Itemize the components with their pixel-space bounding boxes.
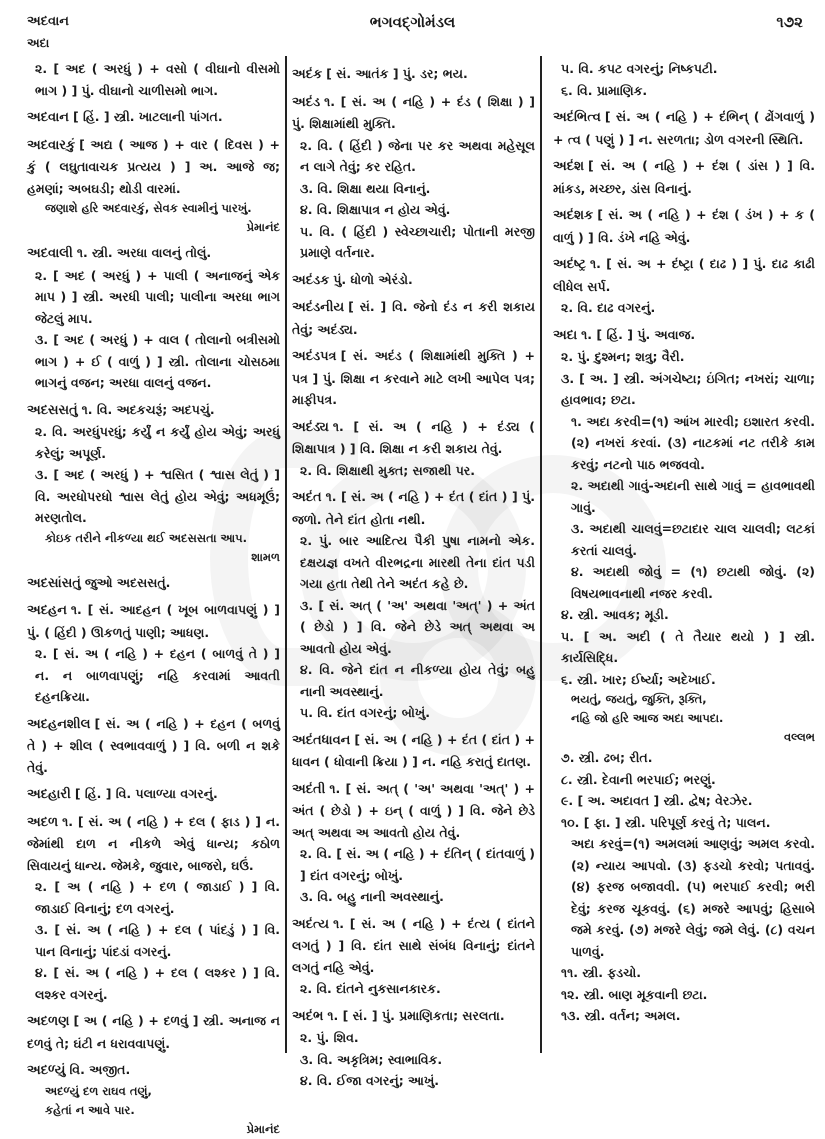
headword: અદહારી bbox=[27, 787, 71, 802]
dictionary-entry bbox=[292, 486, 535, 530]
sense-item: ૩. વિ. શિક્ષા થયા વિનાનું. bbox=[300, 180, 431, 196]
headword: અદંભ bbox=[292, 1008, 324, 1024]
dictionary-entry bbox=[27, 242, 280, 265]
sense-item: ૯. [ અ. અદાવત ] સ્ત્રી. દ્વેષ; વેરઝેર. bbox=[561, 793, 753, 808]
quote-line: કોઇક તરીને નીકળ્યા થઈ અદસસતા આપ. bbox=[45, 530, 247, 545]
definition-text: [ અ ( નહિ ) + દળવું ] સ્ત્રી. અનાજ ન દળવું તે; ઘંટી ન ધરાવવાપણું. bbox=[27, 1013, 280, 1051]
definition-text: [ સં. અ ( નહિ ) + દંશ ( ડાંસ ) ] વિ. માંકડ, મચ્છર, ડાંસ વિનાનું. bbox=[553, 158, 815, 196]
sense-item: ૫. વિ. કપટ વગરનું; નિષ્કપટી. bbox=[561, 61, 718, 76]
quotation bbox=[27, 529, 280, 567]
sense-item: ૨. વિ. દાઢ વગરનું. bbox=[561, 300, 656, 315]
headword: અદંશ bbox=[553, 159, 585, 174]
sense-item: ૨. વિ. [ સં. અ ( નહિ ) + દંતિન્ ( દાંતવાળું ) ] દાંત વગરનું; બોખું. bbox=[300, 846, 535, 883]
sense-item: ૧૩. સ્ત્રી. વર્તન; અમલ. bbox=[561, 1008, 681, 1023]
sense-item: ૨. [ અદ ( અરધું ) + પાલી ( અનાજનું એક માપ ) ] સ્ત્રી. અરધી પાલી; પાલીના અરધા ભાગ જેટલું માપ. bbox=[35, 267, 280, 326]
idiom-item: ૪. અદાથી જોવું = (૧) છટાથી જોવું. (૨) વિષયભાવનાથી નજર કરવી. bbox=[571, 564, 815, 601]
sense-item: ૩. વિ. બહુ નાની અવસ્થાનું. bbox=[300, 889, 444, 904]
definition-text: ૧. વિ. અદકચરૂં; અદપચું. bbox=[81, 401, 215, 417]
dictionary-entry bbox=[292, 729, 535, 773]
headword: અદળણ bbox=[27, 1014, 70, 1029]
definition-text: ૧. [ સં. અ + દંષ્ટ્રા ( દાઢ ) ] પું. દાઢ કાઢી લીધેલ સર્પ. bbox=[553, 256, 815, 294]
sense-item: ૩. [ અદ ( અરધું ) + શ્વસિત ( શ્વાસ લેતું ) ] વિ. અરધોપરધો શ્વાસ લેતું હોય એવું; અધમૂઉં; મરણતોલ. bbox=[35, 467, 280, 525]
headword: અદંડક bbox=[292, 272, 330, 288]
dictionary-entry bbox=[27, 811, 280, 877]
sense-item: ૨. [ સં. અ ( નહિ ) + દહન ( બાળવું તે ) ] ન. ન બાળવાપણું; નહિ કરવામાં આવતી દહનક્રિયા. bbox=[35, 646, 280, 704]
quote-line: અદળ્યું દળ રાઘવ તણું, bbox=[45, 1083, 152, 1098]
column-divider bbox=[285, 56, 287, 1053]
sense-item: ૨. પું. દુશ્મન; શત્રુ; વૈરી. bbox=[561, 349, 685, 364]
headword: અદહન bbox=[27, 603, 67, 618]
sense-item: ૮. સ્ત્રી. દેવાની ભરપાઈ; ભરણું. bbox=[561, 771, 716, 787]
definition-text: ૧. [ સં. અ ( નહિ ) + દંડ્ય ( શિક્ષાપાત્ર ) ] વિ. શિક્ષા ન કરી શકાય તેવું. bbox=[292, 418, 535, 456]
definition-text: ૧. [ સં. અ ( નહિ ) + દંત્ય ( દાંતને લગતું ) ] વિ. દાંત સાથે સંબંધ વિનાનું; દાંતને લગતું નહિ એવું. bbox=[292, 915, 535, 975]
quote-attribution: પ્રેમાનંદ bbox=[246, 1121, 280, 1136]
sense-item: ૨. [ અ ( નહિ ) + દળ ( જાડાઈ ) ] વિ. જાડાઈ વિનાનું; દળ વગરનું. bbox=[35, 879, 280, 916]
sense-item: ૪. વિ. જેને દાંત ન નીકળ્યા હોય તેવું; બહુ નાની અવસ્થાનું. bbox=[300, 662, 535, 699]
definition-text: પું. ધોળો એરંડો. bbox=[333, 271, 413, 287]
column-left bbox=[27, 58, 280, 1136]
sense-item: ૪. વિ. ઈજા વગરનું; આખું. bbox=[300, 1073, 439, 1088]
guide-word-first: અદવાન bbox=[27, 14, 69, 29]
column-middle bbox=[292, 58, 535, 1088]
headword: અદા bbox=[553, 327, 578, 343]
headword: અદંડનીય bbox=[292, 300, 345, 315]
sense-item: ૭. સ્ત્રી. ઢબ; રીત. bbox=[561, 750, 653, 765]
dictionary-entry bbox=[292, 778, 535, 844]
definition-text: ૧. [ સં. અ ( નહિ ) + દંત ( દાંત ) ] પું. જળો. તેને દાંત હોતા નથી. bbox=[292, 489, 535, 527]
dictionary-entry bbox=[553, 155, 815, 199]
dictionary-entry bbox=[27, 399, 280, 422]
dictionary-columns bbox=[0, 58, 825, 1136]
dictionary-entry bbox=[292, 63, 535, 86]
headword: અદંત bbox=[292, 490, 322, 505]
sense-item: ૨. વિ. શિક્ષાથી મુક્ત; સજાથી પર. bbox=[300, 462, 476, 478]
definition-text: [ હિં. ] સ્ત્રી. ખાટલાની પાંગત. bbox=[72, 109, 223, 124]
sense-item: ૬. વિ. પ્રામાણિક. bbox=[561, 82, 648, 98]
headword: અદંડ્ય bbox=[292, 419, 329, 435]
quote-line: જણાશે હરિ અદવારકું, સેવક સ્વામીનું પારખું. bbox=[45, 201, 252, 215]
dictionary-entry bbox=[292, 913, 535, 979]
dictionary-entry bbox=[553, 253, 815, 297]
definition-text: [ સં. અ ( નહિ ) + દંશ ( ડંખ ) + ક ( વાળું ) ] વિ. ડંખે નહિ એવું. bbox=[553, 207, 815, 245]
dictionary-entry bbox=[27, 599, 280, 643]
column-divider bbox=[540, 56, 542, 1053]
sense-item: ૫. વિ. દાંત વગરનું; બોખું. bbox=[300, 705, 430, 720]
headword: અદંતી bbox=[292, 781, 326, 797]
guide-word-last: અદા bbox=[27, 36, 50, 50]
headword: અદવારકું bbox=[27, 137, 76, 153]
quotation bbox=[27, 199, 280, 237]
definition-text: જુઓ અદસસતું. bbox=[84, 574, 171, 590]
headword: અદવાન bbox=[27, 110, 69, 125]
definition-text: ૧. સ્ત્રી. અરધા વાલનું તોલું. bbox=[76, 245, 212, 260]
definition-text: ૧. [ સં. અત્ ( 'અ' અથવા 'અત્' ) + અંત ( છેડો ) + ઇન્ ( વાળું ) ] વિ. જેને છેડે અત્ અથવા અ આવતો હોય તેવું. bbox=[292, 780, 535, 840]
dictionary-entry bbox=[27, 134, 280, 200]
sense-item: ૧૧. સ્ત્રી. ફડચો. bbox=[561, 965, 641, 980]
dictionary-entry bbox=[27, 572, 280, 595]
definition-text: [ સં. અ ( નહિ ) + દહન ( બળવું તે ) + શીલ ( સ્વભાવવાળું ) ] વિ. બળી ન શકે તેવું. bbox=[27, 715, 280, 775]
quotation bbox=[553, 690, 815, 747]
quote-line: ભયતું, જયતું, જુક્તિ, રૂક્તિ, bbox=[571, 692, 707, 706]
definition-text: [ હિં. ] વિ. પલાળ્યા વગરનું. bbox=[74, 786, 218, 801]
dictionary-entry bbox=[553, 324, 815, 347]
definition-text: ૧. [ હિં. ] પું. અવાજ. bbox=[581, 326, 696, 342]
dictionary-entry bbox=[27, 106, 280, 129]
definition-text: ૧. [ સં. અ ( નહિ ) + દંડ ( શિક્ષા ) ] પું. શિક્ષામાંથી મુક્તિ. bbox=[292, 93, 535, 131]
quote-line: નહિ જો હરિ આજ અદા આપદા. bbox=[571, 711, 724, 725]
dictionary-entry bbox=[292, 345, 535, 411]
sense-item: ૩. [ સં. અ ( નહિ ) + દલ ( પાંદડું ) ] વિ. પાન વિનાનું; પાંદડાં વગરનું. bbox=[35, 922, 280, 959]
dictionary-entry bbox=[27, 1010, 280, 1054]
dictionary-entry bbox=[292, 296, 535, 340]
definition-text: [ અદ્ય ( આજ ) + વાર ( દિવસ ) + કું ( લઘુતાવાચક પ્રત્યય ) ] અ. આજે જ; હમણાં; અબઘડી; થોડી વારમાં. bbox=[27, 136, 280, 196]
headword: અદંક bbox=[292, 67, 323, 82]
sense-item: ૨. વિ. અરધુંપરધું; કર્યું ન કર્યું હોય એવું; અરધું કરેલું; અપૂર્ણ. bbox=[35, 424, 280, 461]
column-right bbox=[553, 58, 815, 1053]
definition-text: વિ. અજીત. bbox=[69, 1062, 131, 1077]
headword: અદંડ bbox=[292, 94, 321, 110]
headword: અદળ્યું bbox=[27, 1063, 66, 1078]
sense-item: ૪. [ સં. અ ( નહિ ) + દલ ( લશ્કર ) ] વિ. લશ્કર વગરનું. bbox=[35, 965, 280, 1002]
sense-item: ૨. વિ. ( હિંદી ) જેના પર કર અથવા મહેસૂલ ન લાગે તેવું; કર રહિત. bbox=[300, 137, 535, 174]
sense-item: ૧૦. [ ફા. ] સ્ત્રી. પરિપૂર્ણ કરવું તે; પાલન. bbox=[561, 814, 771, 830]
sense-item: ૩. [ અ. ] સ્ત્રી. અંગચેષ્ટા; ઇંગિત; નખરાં; ચાળા; હાવભાવ; છટા. bbox=[561, 370, 815, 407]
dictionary-entry bbox=[27, 1059, 280, 1082]
definition-text: ૧. [ સં. અ ( નહિ ) + દલ ( ફાડ ) ] ન. જેમાંથી દાળ ન નીકળે એવું ધાન્ય; કઠોળ સિવાયનું ધાન્ય. જેમકે, જુવાર, બાજરો, ઘઉં. bbox=[27, 813, 280, 873]
sense-item: ૩. [ અદ ( અરધું ) + વાલ ( તોલાનો બત્રીસમો ભાગ ) + ઈ ( વાળું ) ] સ્ત્રી. તોલાના ચોસઠમા ભાગનું વજન; અરધા વાલનું વજન. bbox=[35, 332, 280, 390]
dictionary-entry bbox=[292, 269, 535, 292]
definition-text: ૧. [ સં. ] પું. પ્રમાણિકતા; સરલતા. bbox=[327, 1007, 505, 1023]
sense-item: ૩. વિ. અકૃત્રિમ; સ્વાભાવિક. bbox=[300, 1051, 443, 1067]
quote-attribution: શામળ bbox=[251, 549, 280, 564]
dictionary-entry bbox=[292, 91, 535, 135]
definition-text: [ સં. અ ( નહિ ) + દંભિન્ ( ઢોંગવાળું ) + ત્વ ( પણું ) ] ન. સરળતા; ડોળ વગરની સ્થિતિ. bbox=[553, 109, 815, 147]
sense-item: ૧૨. સ્ત્રી. બાણ મૂકવાની છટા. bbox=[561, 986, 708, 1002]
sense-item: ૩. [ સં. અત્ ( 'અ' અથવા 'અત્' ) + અંત ( છેડો ) ] વિ. જેને છેડે અત્ અથવા અ આવતો હોય એવું. bbox=[300, 597, 535, 656]
headword: અદવાલી bbox=[27, 246, 73, 261]
idiom-item: અદા કરવું=(૧) અમલમાં આણવું; અમલ કરવો. (૨) ન્યાય આપવો. (૩) ફડચો કરવો; પતાવવું. (૪) ફરજ બજાવવી. (૫) ભરપાઈ કરવી; ભરી દેવું; કરજ ચૂકવવું. (૬) મજરે આપવું; હિસાબે જમે કરવું. (૭) મજરે લેવું; જમે લેવું. (૮) વચન પાળવું. bbox=[571, 836, 815, 959]
dictionary-entry bbox=[27, 713, 280, 779]
quote-attribution: વલ્લભ bbox=[783, 730, 815, 744]
definition-text: [ સં. આતંક ] પું. ડર; ભય. bbox=[326, 66, 468, 81]
sense-item: ૫. વિ. ( હિંદી ) સ્વેચ્છાચારી; પોતાની મરજી પ્રમાણે વર્તનાર. bbox=[300, 223, 535, 260]
book-title: ભગવદ્ગોમંડલ bbox=[369, 13, 456, 31]
sense-item: ૨. પું. બાર આદિત્ય પૈકી પુષા નામનો એક. દક્ષયજ્ઞ વખતે વીરભદ્રના મારથી તેના દાંત પડી ગયા હતા તેથી તેને અદંત કહે છે. bbox=[300, 533, 535, 591]
page-header bbox=[0, 0, 825, 58]
definition-text: [ સં. ] વિ. જેનો દંડ ન કરી શકાય તેવું; અદંડ્ય. bbox=[292, 299, 535, 337]
sense-item: ૫. [ અ. અદી ( તે તૈયાર થયો ) ] સ્ત્રી. કાર્યસિદ્ધિ. bbox=[561, 628, 815, 665]
dictionary-entry bbox=[292, 416, 535, 460]
idiom-item: ૩. અદાથી ચાલવું=છટાદાર ચાલ ચાલવી; લટકાં કરતાં ચાલવું. bbox=[571, 521, 815, 558]
dictionary-entry bbox=[27, 783, 280, 806]
sense-item: ૨. [ અદ ( અરધું ) + વસો ( વીઘાનો વીસમો ભાગ ) ] પું. વીઘાનો ચાળીસમો ભાગ. bbox=[35, 61, 280, 98]
headword: અદંડપત્ર bbox=[292, 349, 337, 364]
headword: અદંતધાવન bbox=[292, 732, 351, 748]
quotation bbox=[27, 1082, 280, 1139]
headword: અદંષ્ટ્ર bbox=[553, 257, 586, 272]
headword: અદંશક bbox=[553, 208, 594, 223]
dictionary-entry bbox=[553, 106, 815, 150]
dictionary-entry bbox=[553, 204, 815, 248]
definition-text: ૧. [ સં. આદહન ( ખૂબ બાળવાપણું ) ] પું. ( હિંદી ) ઊકળતું પાણી; આધણ. bbox=[27, 602, 280, 640]
sense-item: ૨. વિ. દાંતને નુકસાનકારક. bbox=[300, 981, 441, 996]
dictionary-entry bbox=[292, 1005, 535, 1028]
headword: અદળ bbox=[27, 814, 59, 830]
idiom-item: ૨. અદાથી ગાવું-અદાની સાથે ગાવું = હાવભાવથી ગાવું. bbox=[571, 478, 815, 515]
idiom-item: ૧. અદા કરવી=(૧) આંખ મારવી; ઇશારત કરવી. (૨) નખરાં કરવાં. (૩) નાટકમાં નટ તરીકે કામ કરવું; નટનો પાઠ ભજવવો. bbox=[571, 413, 815, 472]
headword: અદંભિત્વ bbox=[553, 110, 601, 125]
quote-attribution: પ્રેમાનંદ bbox=[246, 220, 280, 234]
headword: અદસાંસતું bbox=[27, 575, 81, 591]
sense-item: ૨. પું. શિવ. bbox=[300, 1030, 359, 1045]
quote-line: કહેતાં ન આવે પાર. bbox=[45, 1102, 135, 1117]
sense-item: ૬. સ્ત્રી. ખાર; ઈર્ષ્યા; અદેખાઈ. bbox=[561, 671, 716, 687]
page-number: ૧૭૨ bbox=[776, 13, 803, 31]
sense-item: ૪. વિ. શિક્ષાપાત્ર ન હોય એવું. bbox=[300, 202, 451, 217]
definition-text: [ સં. અ ( નહિ ) + દંત ( દાંત ) + ધાવન ( ધોવાની ક્રિયા ) ] ન. નહિ કરાતું દાતણ. bbox=[292, 731, 535, 769]
headword: અદહનશીલ bbox=[27, 716, 91, 732]
headword: અદંત્ય bbox=[292, 916, 330, 932]
definition-text: [ સં. અદંડ ( શિક્ષામાંથી મુક્તિ ) + પત્ર ] પું. શિક્ષા ન કરવાને માટે લખી આપેલ પત્ર; માફીપત્ર. bbox=[292, 348, 535, 407]
headword: અદસસતું bbox=[27, 402, 78, 418]
sense-item: ૪. સ્ત્રી. આવક; મૂડી. bbox=[561, 607, 669, 622]
